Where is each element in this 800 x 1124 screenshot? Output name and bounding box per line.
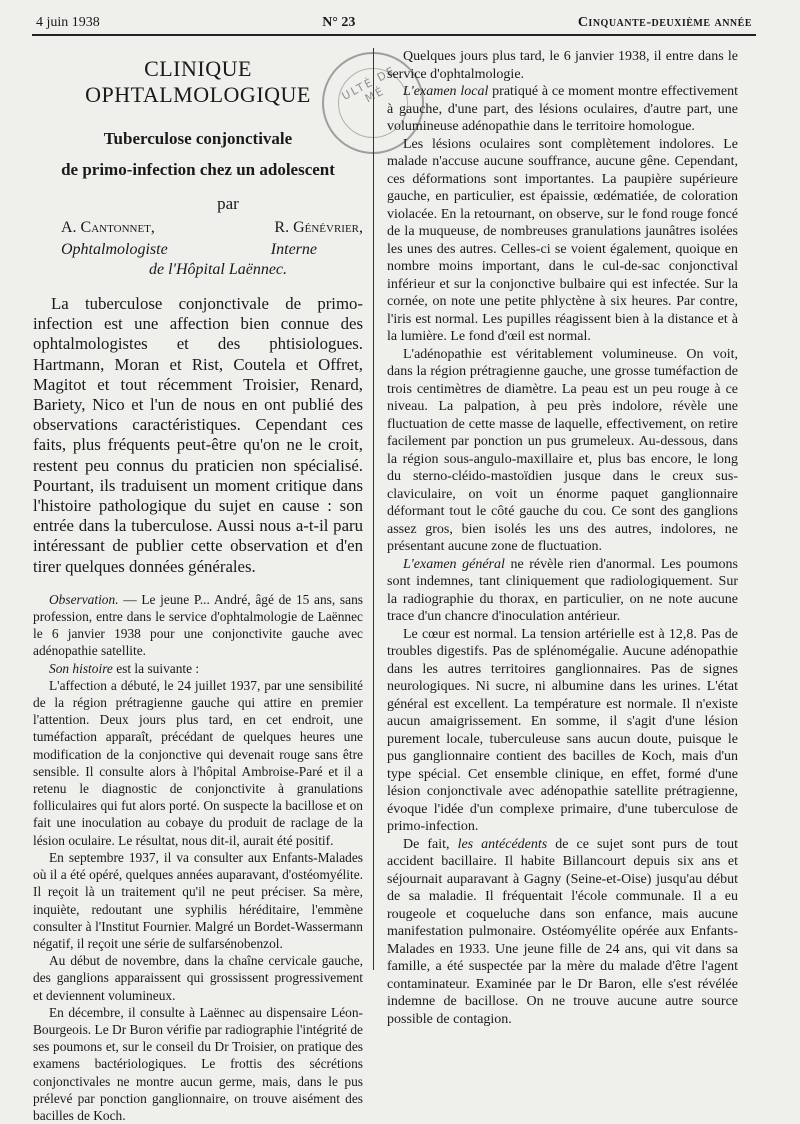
antecedents-label: les antécédents	[457, 836, 548, 852]
section-title: CLINIQUE OPHTALMOLOGIQUE	[85, 56, 311, 107]
local-exam-label: L'examen local	[403, 84, 489, 99]
local-exam-paragraph	[387, 83, 738, 136]
author-2-role: Interne	[270, 241, 317, 258]
body-paragraph: L'adénopathie est véritablement volumineuse. On voit, dans la région prétragienne gauche, une grosse tuméfaction de trois centimètres de diamètre. La peau est un peu rouge à ce niveau. La palpation, à peu près indolore, révèle une fluctuation de cette masse de laquelle, effectivement, on retire facilement par ponction un pus grumeleux. Au-dessous, dans la région sous-angulo-maxillaire et, plus bas encore, le long du sterno-cléido-mastoïdien jusque dans le creux sus-claviculaire, on voit un énorme paquet ganglionnaire déformant tout le côté gauche du cou. Ce sont des ganglions assez gros, bien isolés les uns des autres, indolores, ne présentant aucune zone de fluctuation.	[387, 346, 738, 554]
authors	[61, 218, 363, 238]
article-introduction	[33, 294, 363, 577]
history-text: est la suivante :	[112, 660, 200, 676]
running-header	[36, 12, 752, 34]
body-paragraph: Quelques jours plus tard, le 6 janvier 1938, il entre dans le service d'ophtalmologie.	[387, 49, 738, 82]
antecedents-paragraph	[387, 836, 738, 1029]
stamp-text: ULTÉ DE MÉ	[339, 63, 399, 106]
header-year: Cinquante-deuxième année	[577, 15, 752, 30]
author-2: R. Génévrier,	[274, 219, 363, 236]
antecedents-prefix: De fait,	[403, 836, 458, 852]
header-date: 4 juin 1938	[36, 15, 100, 30]
body-paragraph: L'affection a débuté, le 24 juillet 1937, par une sensibilité de la région prétragienne gauche qui attire en premier l'attention. Deux jours plus tard, en cet endroit, une tuméfaction apparaît, précédant de quelques heures une modification de la conjonctive qui devenait rouge sans être sensible. Il consulte alors à l'hôpital Ambroise-Paré et il a retenu le diagnostic de conjonctivite à granulations folliculaires qui fut alors porté. On suspecte la bacillose et on fait une inoculation au cobaye du produit de raclage de la lésion oculaire. Le résultat, nous dit-il, aurait été positif.	[33, 677, 363, 848]
author-affiliation: de l'Hôpital Laënnec.	[148, 261, 288, 278]
local-exam-text: pratiqué à ce moment montre effectivement à gauche, d'une part, des lésions oculaires, d'autre part, une volumineuse adénopathie dans le territoire homologue.	[387, 84, 738, 134]
body-paragraph: Le cœur est normal. La tension artérielle est à 12,8. Pas de troubles digestifs. Pas de splénomégalie. Aucune adénopathie dans les autres territoires ganglionnaires. Pas de signes neurologiques. Ni sucre, ni albumine dans les urines. L'état général est excellent. La température est normale. Il n'existe aucun amaigrissement. En somme, il s'agit d'une lésion purement locale, tuberculeuse sans aucun doute, puisque le pus ganglionnaire contient des bacilles de Koch, mais d'un type spécial. Cet ensemble clinique, en effet, formé d'une lésion conjonctivale avec adénopathie satellite prétragienne, évoque l'idée d'un complexe primaire, d'une tuberculose de primo-infection.	[387, 626, 738, 834]
byline-par: par	[217, 194, 239, 213]
general-exam-text: ne révèle rien d'anormal. Les poumons sont indemnes, tant cliniquement que radiologiquement. Sur la radiographie du thorax, en particulier, on ne note aucune trace d'un chancre d'inoculation antérieur.	[387, 556, 738, 624]
history-label: Son histoire	[49, 660, 113, 676]
history-paragraph	[33, 660, 363, 677]
general-exam-paragraph	[387, 556, 738, 626]
column-divider	[373, 48, 374, 970]
header-rule	[32, 34, 756, 36]
author-1: A. Cantonnet,	[61, 219, 155, 236]
article-title-line-1: Tuberculose conjonctivale	[103, 129, 293, 148]
body-paragraph: En septembre 1937, il va consulter aux Enfants-Malades où il a été opéré, quelques années auparavant, d'ostéomyélite. Il reçoit là un traitement qu'il ne peut préciser. Sa mère, inquiète, redoutant une syphilis héréditaire, l'emmène consulter à l'Institut Fournier. Malgré un Bordet-Wassermann négatif, il reçoit une série de sulfarsénobenzol.	[33, 849, 363, 951]
general-exam-label: L'examen général	[403, 556, 505, 572]
header-issue-number: N° 23	[322, 15, 356, 30]
body-paragraph: Les lésions oculaires sont complètement indolores. Le malade n'accuse aucune souffrance, aucune gêne. Cependant, ces déformations sont importantes. La paupière supérieure gauche, en particulier, est épaissie, œdématiée, de coloration violacée. En la retournant, on observe, sur le fond rouge foncé de la muqueuse, de nombreuses granulations jaunâtres isolées les unes des autres. Celles-ci se voient également, quoique en nombre moins important, dans le cul-de-sac conjonctival inférieur et sur la conjonctive bulbaire qui est infectée. Sur la cornée, on note une petite phlyctène à six heures. Par contre, l'iris est normal. Les pupilles réagissent bien à la distance et à la lumière. Le fond d'œil est normal.	[387, 136, 738, 344]
body-paragraph: En décembre, il consulte à Laënnec au dispensaire Léon-Bourgeois. Le Dr Buron vérifie par radiographie l'intégrité de ses poumons et, sur le conseil du Dr Troisier, on pratique des examens bactériologiques. Le frottis des sécrétions conjonctivales ne montre aucun germe, mais, dans le pus prélevé par ponction ganglionnaire, on trouve aisément des bacilles de Koch.	[33, 1004, 363, 1123]
left-column	[33, 48, 363, 1124]
article-title-line-2: de primo-infection chez un adolescent	[61, 160, 335, 179]
intro-paragraph: La tuberculose conjonctivale de primo-infection est une affection bien connue des ophtalmologistes et des phtisiologues. Hartmann, Moran et Rist, Coutela et Offret, Magitot et tout récemment Troisier, Renard, Bariety, Nico et l'un de nous en ont publié des observations caractéristiques. Cependant ces faits, plus fréquents peut-être qu'on ne le croit, restent peu connus du praticien non spécialisé. Pourtant, ils traduisent un moment critique dans l'histoire pathologique du sujet en cause : son entrée dans la tuberculose. Aussi nous a-t-il paru intéressant de publier cette observation et d'en tirer quelques données générales.	[33, 294, 363, 576]
observation-label: Observation.	[49, 591, 119, 607]
right-column	[387, 48, 738, 1028]
observation-text: — Le jeune P... André, âgé de 15 ans, sans profession, entre dans le service d'ophtalmologie de Laënnec le 6 janvier 1938 pour une conjonctivite gauche avec adénopathie satellite.	[33, 591, 363, 659]
observation-paragraph	[33, 591, 363, 660]
observation-section	[33, 591, 363, 1124]
author-1-role: Ophtalmologiste	[61, 241, 168, 258]
antecedents-text: de ce sujet sont purs de tout accident bacillaire. Il habite Billancourt depuis six ans et séjournait auparavant à Gagny (Seine-et-Oise) jusqu'au début de sa maladie. Il fréquentait l'école communale. Il a eu rougeole et coqueluche dans son enfance, mais aucune manifestation pulmonaire. Ostéomyélite opérée aux Enfants-Malades en 1933. Une jeune fille de 24 ans, qui vit dans sa famille, a été suspectée par la mère du malade d'être l'agent contaminateur. Examinée par le Dr Baron, elle s'est révélée indemne de bacillose. On ne trouve aucune autre source possible de contagion.	[387, 836, 738, 1027]
author-roles	[61, 240, 363, 260]
body-paragraph: Au début de novembre, dans la chaîne cervicale gauche, des ganglions apparaissent qui grossissent progressivement et deviennent volumineux.	[33, 953, 363, 1003]
